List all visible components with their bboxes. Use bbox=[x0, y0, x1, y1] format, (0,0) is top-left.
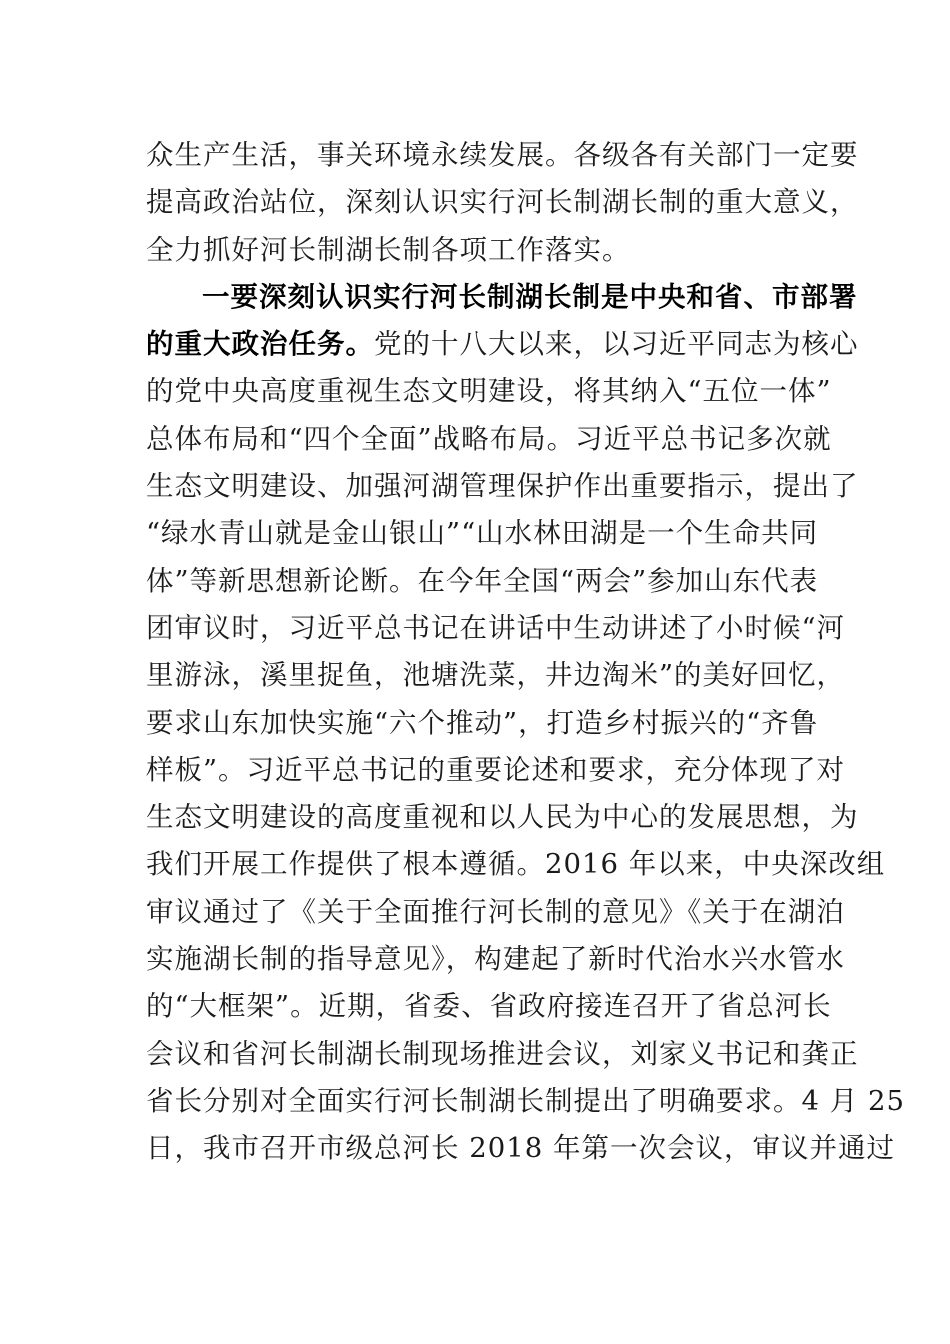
paragraph-line: 体”等新思想新论断。在今年全国“两会”参加山东代表 bbox=[146, 564, 819, 597]
paragraph-text: 党的十八大以来，以习近平同志为核心 bbox=[374, 328, 859, 361]
paragraph-line: “绿水青山就是金山银山”“山水林田湖是一个生命共同 bbox=[146, 517, 819, 550]
paragraph-line: 全力抓好河长制湖长制各项工作落实。 bbox=[146, 233, 631, 266]
paragraph-line: 的党中央高度重视生态文明建设，将其纳入“五位一体” bbox=[146, 375, 832, 408]
paragraph-line bbox=[146, 321, 859, 368]
paragraph-line: 里游泳，溪里捉鱼，池塘洗菜，井边淘米”的美好回忆， bbox=[146, 659, 846, 692]
paragraph-line: 团审议时，习近平总书记在讲话中生动讲述了小时候“河 bbox=[146, 611, 846, 644]
paragraph-line: 要求山东加快实施“六个推动”，打造乡村振兴的“齐鲁 bbox=[146, 706, 819, 739]
paragraph-line: 实施湖长制的指导意见》，构建起了新时代治水兴水管水 bbox=[146, 943, 845, 976]
paragraph-line: 生态文明建设的高度重视和以人民为中心的发展思想，为 bbox=[146, 801, 859, 834]
paragraph-line: 日，我市召开市级总河长 2018 年第一次会议，审议并通过 bbox=[146, 1132, 895, 1165]
paragraph-line: 众生产生活，事关环境永续发展。各级各有关部门一定要 bbox=[146, 139, 859, 171]
section-heading-tail: 的重大政治任务。 bbox=[146, 328, 374, 361]
paragraph-line: 样板”。习近平总书记的重要论述和要求，充分体现了对 bbox=[146, 753, 846, 786]
paragraph-line: 审议通过了《关于全面推行河长制的意见》《关于在湖泊 bbox=[146, 895, 845, 928]
paragraph-line: 总体布局和“四个全面”战略布局。习近平总书记多次就 bbox=[146, 422, 832, 455]
paragraph-line: 提高政治站位，深刻认识实行河长制湖长制的重大意义， bbox=[146, 186, 859, 219]
paragraph-line: 生态文明建设、加强河湖管理保护作出重要指示，提出了 bbox=[146, 470, 859, 503]
paragraph-line: 的“大框架”。近期，省委、省政府接连召开了省总河长 bbox=[146, 990, 832, 1023]
paragraph-line: 会议和省河长制湖长制现场推进会议，刘家义书记和龚正 bbox=[146, 1037, 859, 1070]
paragraph-line: 省长分别对全面实行河长制湖长制提出了明确要求。4 月 25 bbox=[146, 1084, 905, 1117]
section-heading-line: 一要深刻认识实行河长制湖长制是中央和省、市部署 bbox=[202, 280, 858, 313]
paragraph-line: 我们开展工作提供了根本遵循。2016 年以来，中央深改组 bbox=[146, 848, 886, 881]
document-body bbox=[146, 132, 905, 1173]
